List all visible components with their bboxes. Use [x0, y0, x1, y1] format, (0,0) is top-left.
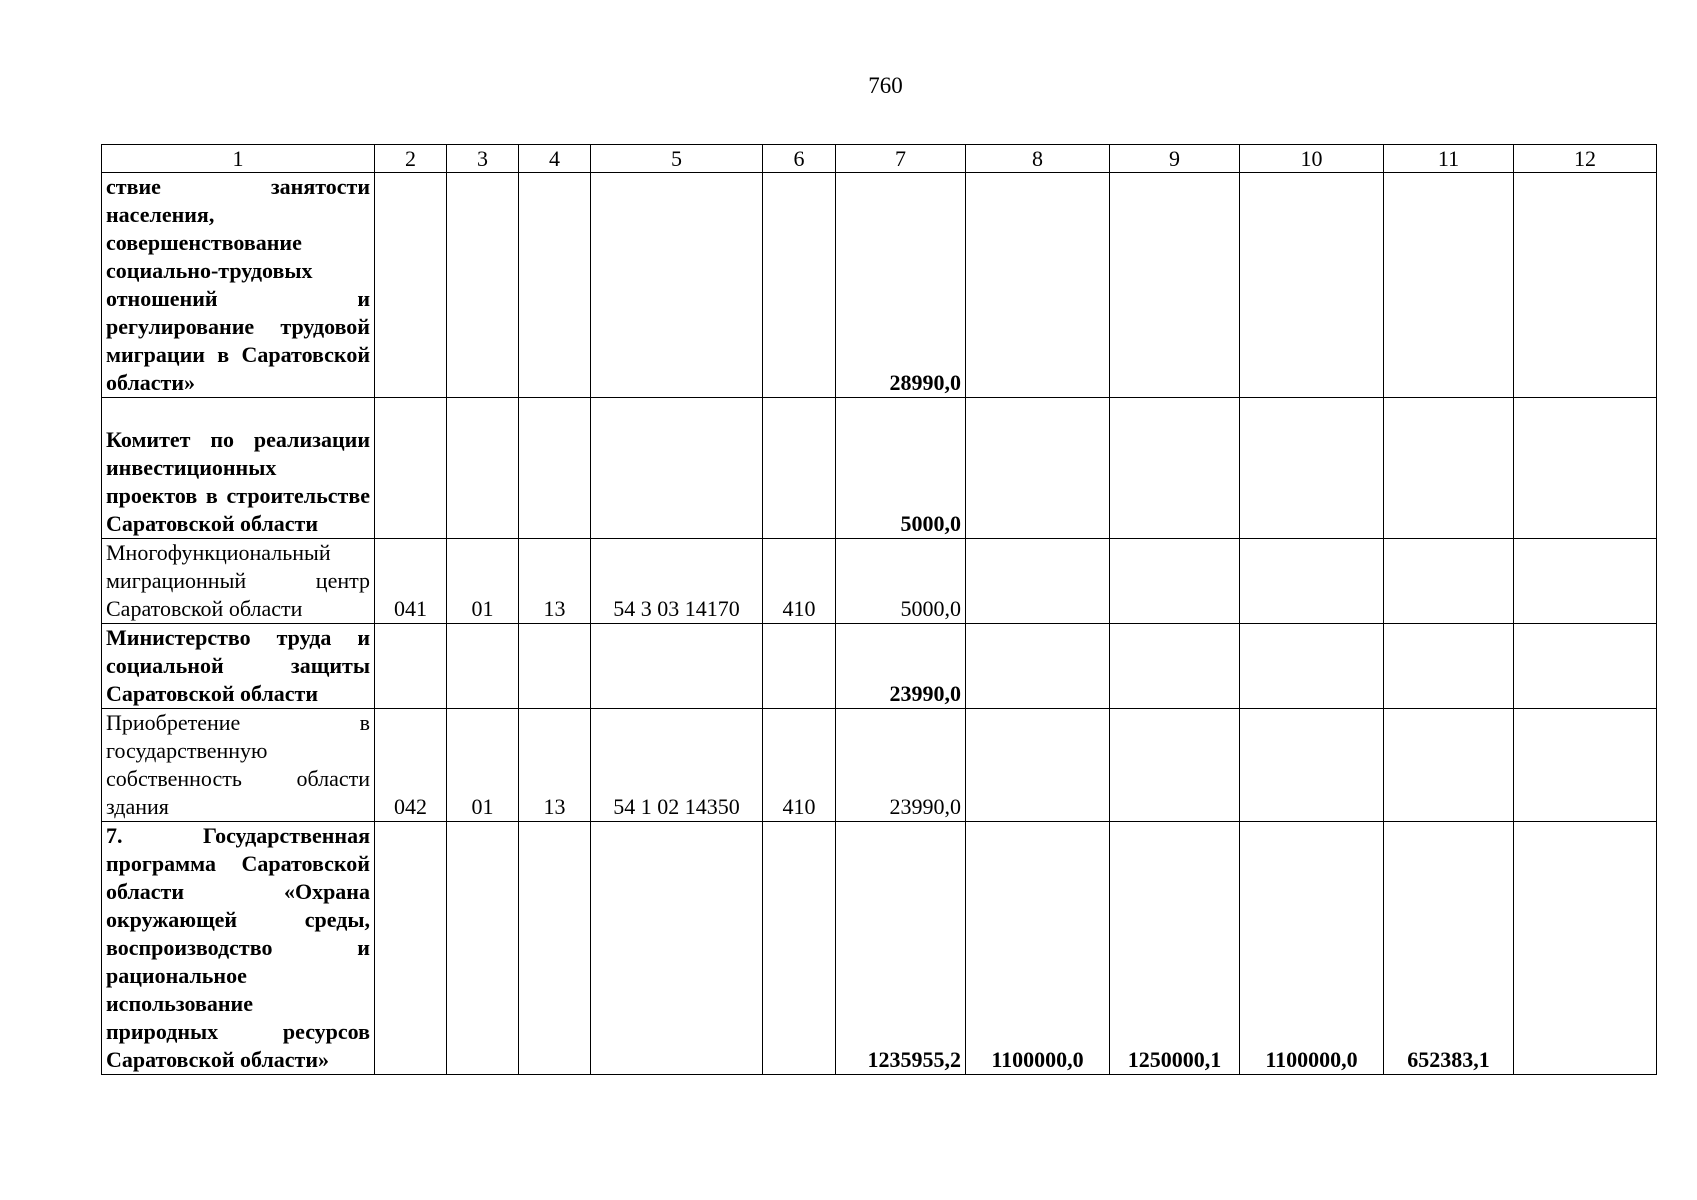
table-row: [102, 398, 1657, 539]
amount-cell-7: 5000,0: [836, 398, 966, 539]
row-name-cell: Многофункциональный миграционный центр Саратовской области: [102, 539, 375, 624]
expense-type-cell: [763, 173, 836, 398]
amount-cell-10: [1240, 709, 1384, 822]
table-row: [102, 822, 1657, 1075]
amount-cell-12: [1514, 173, 1657, 398]
amount-cell-12: [1514, 709, 1657, 822]
amount-cell-7: 1235955,2: [836, 822, 966, 1075]
expense-type-cell: [763, 624, 836, 709]
amount-cell-11: [1384, 398, 1514, 539]
amount-cell-11: [1384, 539, 1514, 624]
column-header: 9: [1110, 145, 1240, 173]
amount-cell-7: 23990,0: [836, 624, 966, 709]
column-header: 5: [591, 145, 763, 173]
amount-cell-10: [1240, 624, 1384, 709]
amount-cell-9: 1250000,1: [1110, 822, 1240, 1075]
column-header: 1: [102, 145, 375, 173]
subsection-code-cell: [519, 173, 591, 398]
row-name-cell: 7. Государственная программа Саратовской области «Охрана окружающей среды, воспроизводство и рациональное использование природных ресурсов Саратовской области»: [102, 822, 375, 1075]
amount-cell-12: [1514, 539, 1657, 624]
ministry-code-cell: [375, 822, 447, 1075]
section-code-cell: [447, 173, 519, 398]
ministry-code-cell: 042: [375, 709, 447, 822]
table-row: [102, 624, 1657, 709]
table-row: [102, 173, 1657, 398]
amount-cell-8: [966, 624, 1110, 709]
amount-cell-10: [1240, 539, 1384, 624]
amount-cell-9: [1110, 709, 1240, 822]
column-header: 11: [1384, 145, 1514, 173]
amount-cell-11: 652383,1: [1384, 822, 1514, 1075]
target-article-cell: [591, 822, 763, 1075]
target-article-cell: 54 3 03 14170: [591, 539, 763, 624]
column-header: 3: [447, 145, 519, 173]
column-header: 10: [1240, 145, 1384, 173]
subsection-code-cell: [519, 624, 591, 709]
column-header: 6: [763, 145, 836, 173]
amount-cell-11: [1384, 624, 1514, 709]
amount-cell-11: [1384, 173, 1514, 398]
ministry-code-cell: [375, 173, 447, 398]
amount-cell-8: [966, 709, 1110, 822]
amount-cell-8: 1100000,0: [966, 822, 1110, 1075]
column-header: 12: [1514, 145, 1657, 173]
amount-cell-9: [1110, 624, 1240, 709]
expense-type-cell: [763, 398, 836, 539]
target-article-cell: 54 1 02 14350: [591, 709, 763, 822]
section-code-cell: 01: [447, 539, 519, 624]
amount-cell-11: [1384, 709, 1514, 822]
expense-type-cell: 410: [763, 539, 836, 624]
expense-type-cell: [763, 822, 836, 1075]
section-code-cell: 01: [447, 709, 519, 822]
target-article-cell: [591, 173, 763, 398]
table-row: [102, 709, 1657, 822]
column-header: 2: [375, 145, 447, 173]
subsection-code-cell: 13: [519, 709, 591, 822]
target-article-cell: [591, 398, 763, 539]
amount-cell-9: [1110, 173, 1240, 398]
amount-cell-12: [1514, 624, 1657, 709]
ministry-code-cell: 041: [375, 539, 447, 624]
amount-cell-12: [1514, 822, 1657, 1075]
amount-cell-7: 28990,0: [836, 173, 966, 398]
section-code-cell: [447, 624, 519, 709]
column-header: 8: [966, 145, 1110, 173]
subsection-code-cell: 13: [519, 539, 591, 624]
column-header: 7: [836, 145, 966, 173]
section-code-cell: [447, 822, 519, 1075]
amount-cell-8: [966, 173, 1110, 398]
expense-type-cell: 410: [763, 709, 836, 822]
page-number: 760: [868, 73, 903, 98]
amount-cell-8: [966, 398, 1110, 539]
row-name-cell: Министерство труда и социальной защиты Саратовской области: [102, 624, 375, 709]
row-name-cell: Комитет по реализации инвестиционных проектов в строительстве Саратовской области: [102, 398, 375, 539]
budget-table: [101, 144, 1657, 1075]
column-header: 4: [519, 145, 591, 173]
ministry-code-cell: [375, 624, 447, 709]
subsection-code-cell: [519, 398, 591, 539]
row-name-cell: ствие занятости населения, совершенствование социально-трудовых отношений и регулирование трудовой миграции в Саратовской области»: [102, 173, 375, 398]
amount-cell-9: [1110, 539, 1240, 624]
amount-cell-7: 5000,0: [836, 539, 966, 624]
subsection-code-cell: [519, 822, 591, 1075]
ministry-code-cell: [375, 398, 447, 539]
amount-cell-8: [966, 539, 1110, 624]
amount-cell-12: [1514, 398, 1657, 539]
amount-cell-9: [1110, 398, 1240, 539]
amount-cell-10: [1240, 398, 1384, 539]
table-row: [102, 539, 1657, 624]
amount-cell-10: 1100000,0: [1240, 822, 1384, 1075]
column-number-row: [102, 145, 1657, 173]
target-article-cell: [591, 624, 763, 709]
row-name-cell: Приобретение в государственную собственность области здания: [102, 709, 375, 822]
section-code-cell: [447, 398, 519, 539]
amount-cell-10: [1240, 173, 1384, 398]
amount-cell-7: 23990,0: [836, 709, 966, 822]
